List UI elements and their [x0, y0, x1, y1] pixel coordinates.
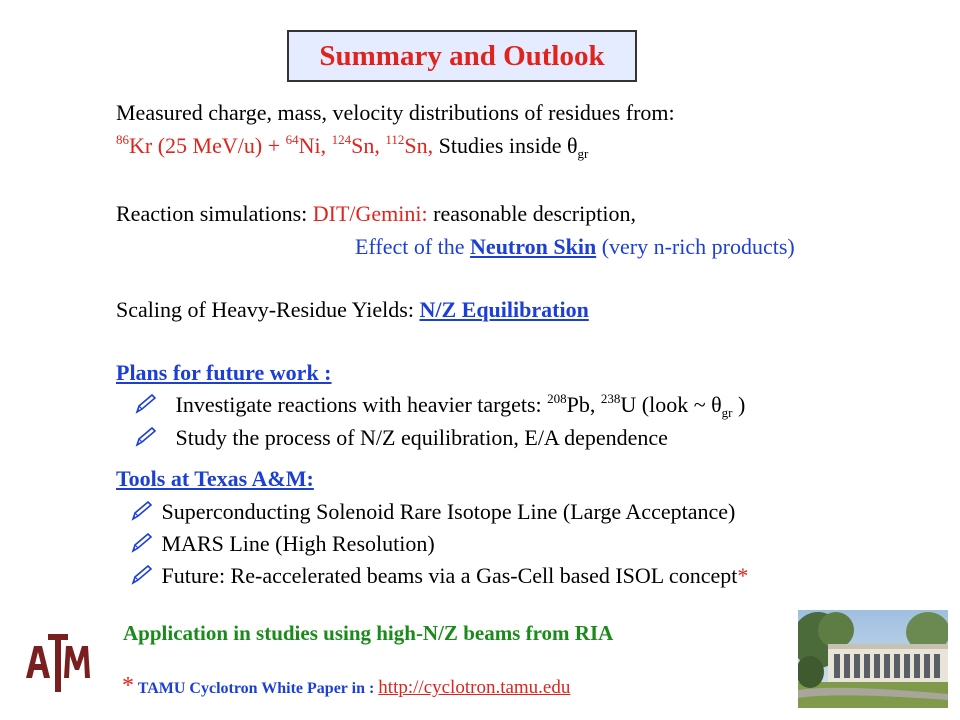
reaction-label: Reaction simulations:	[116, 201, 313, 226]
measured-line	[116, 102, 675, 124]
plans-item-1	[134, 391, 746, 420]
reaction-desc: reasonable description,	[427, 201, 636, 226]
pencil-icon	[130, 532, 156, 554]
neutron-skin-link[interactable]: Neutron Skin	[470, 234, 597, 259]
pencil-icon	[134, 393, 160, 415]
dit-gemini: DIT/Gemini:	[312, 201, 428, 226]
plans-heading[interactable]: Plans for future work :	[116, 360, 332, 385]
tools-item-3	[130, 564, 748, 587]
plans-item-1-text: Investigate reactions with heavier targets: $^{208}$Pb, $^{238}$U (look ~ $\theta_{gr}$ )	[175, 391, 746, 420]
effect-text: Effect of the	[355, 234, 471, 259]
tools-item-2	[130, 532, 435, 555]
studies-text: Studies inside θ	[438, 133, 578, 158]
nz-equilibration-link[interactable]: N/Z Equilibration	[419, 297, 589, 322]
application-text: Application in studies using high-N/Z beams from RIA	[123, 621, 614, 645]
measured-text: Measured charge, mass, velocity distributions of residues from:	[116, 100, 675, 125]
tools-item-3-star: *	[737, 563, 749, 588]
tools-item-2-text: MARS Line (High Resolution)	[161, 531, 435, 556]
cyclotron-url-link[interactable]: http://cyclotron.tamu.edu	[378, 677, 571, 698]
plans-item-2-text: Study the process of N/Z equilibration, E/A dependence	[175, 425, 668, 450]
pencil-icon	[130, 500, 156, 522]
scaling-line	[116, 299, 589, 321]
footer-note	[122, 673, 570, 700]
effect-line	[355, 236, 795, 258]
kr-isotope: $^{86}$Kr (25 MeV/u) + $^{64}$Ni, $^{124}$Sn, $^{112}$Sn,	[116, 132, 439, 158]
tools-heading[interactable]: Tools at Texas A&M:	[116, 466, 314, 491]
page-title: Summary and Outlook	[319, 39, 605, 72]
reaction-systems-line	[116, 132, 589, 161]
texas-am-logo	[24, 628, 92, 696]
tools-item-1	[130, 500, 735, 523]
footer-star: *	[122, 673, 134, 699]
plans-heading-line	[116, 362, 332, 384]
pencil-icon	[130, 564, 156, 586]
studies-sub: gr	[577, 146, 589, 161]
tools-item-1-text: Superconducting Solenoid Rare Isotope Line (Large Acceptance)	[161, 499, 736, 524]
building-photo	[798, 610, 948, 708]
effect-paren: (very n-rich products)	[596, 234, 795, 259]
reaction-line	[116, 203, 636, 225]
footer-text: TAMU Cyclotron White Paper in :	[134, 680, 379, 697]
pencil-icon	[134, 426, 160, 448]
plans-item-2	[134, 426, 668, 449]
tools-heading-line	[116, 468, 314, 490]
scaling-label: Scaling of Heavy-Residue Yields:	[116, 297, 420, 322]
tools-item-3-text: Future: Re-accelerated beams via a Gas-Cell based ISOL concept	[161, 563, 738, 588]
title-box	[287, 30, 637, 82]
